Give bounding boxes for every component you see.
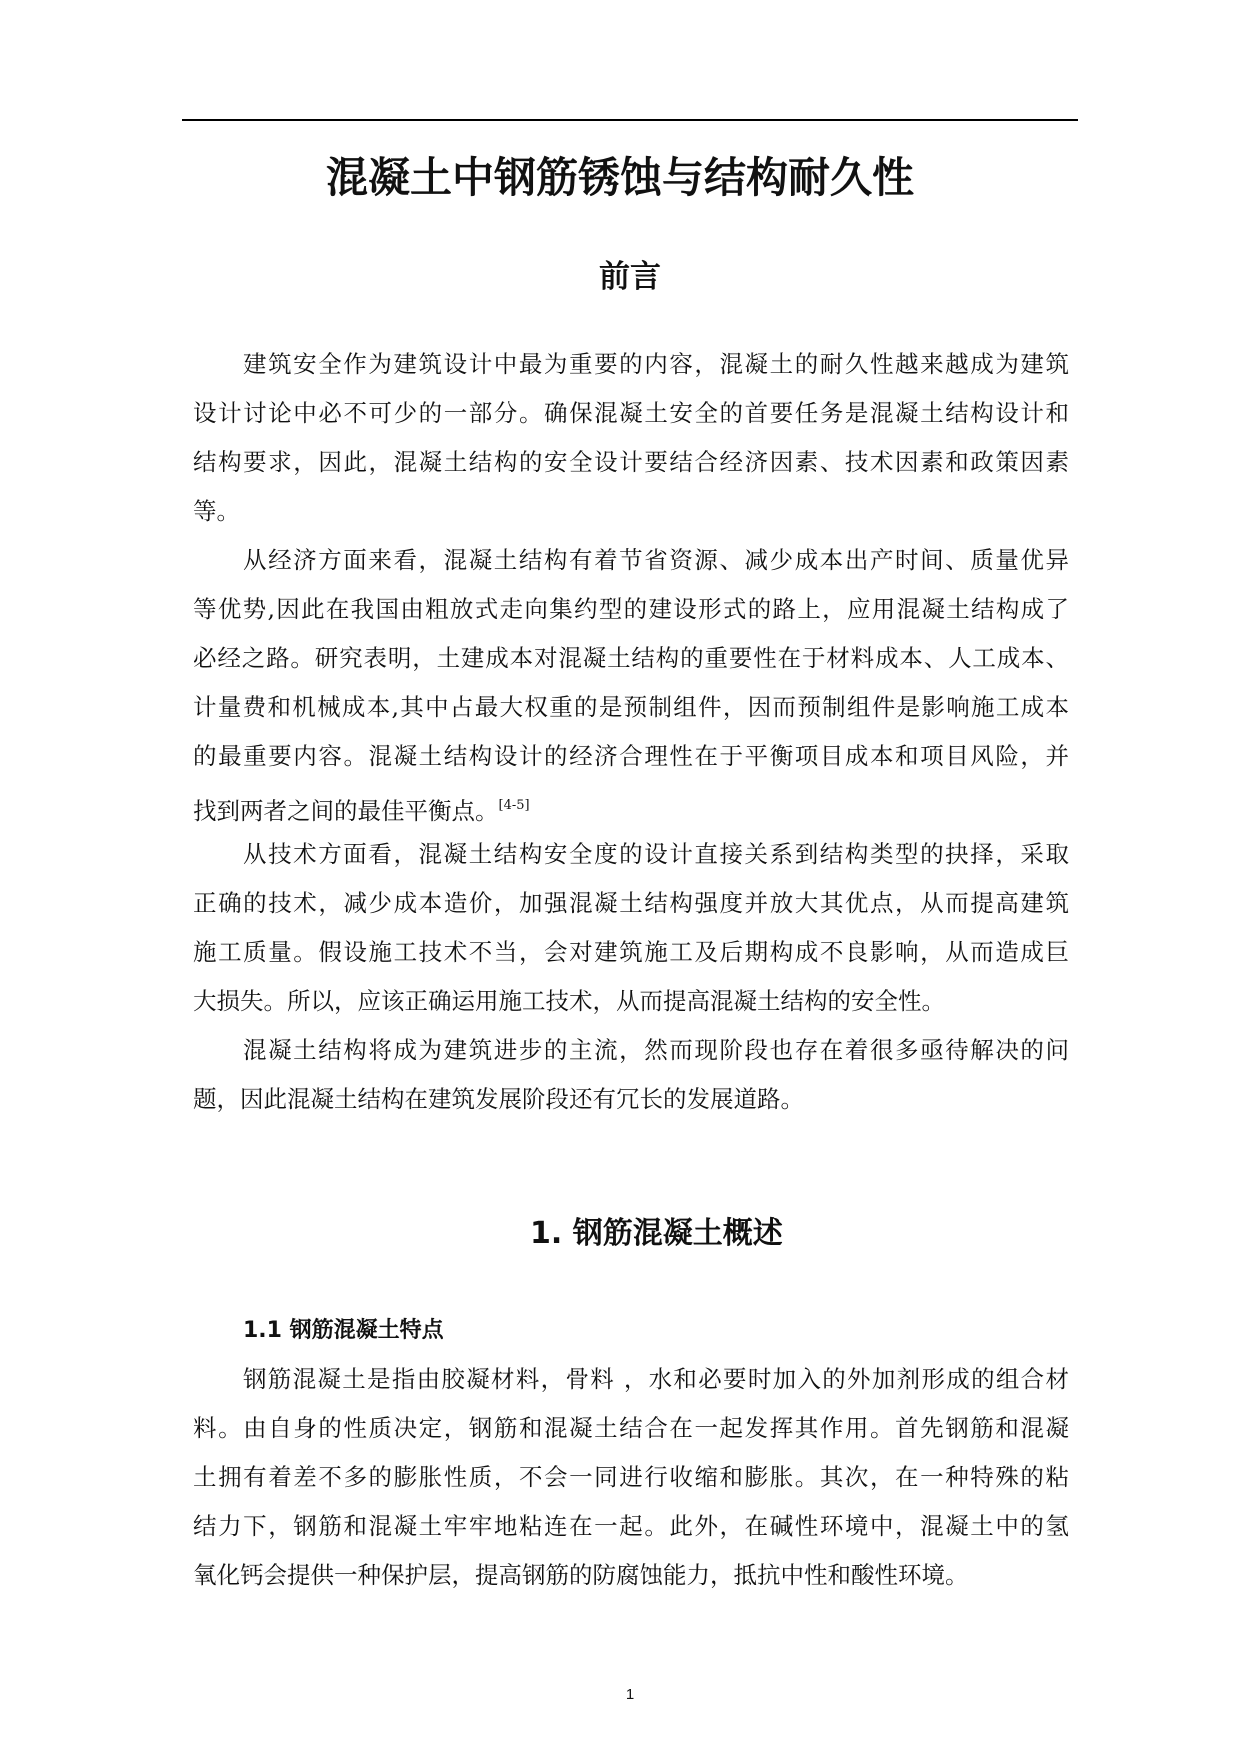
preface-paragraph-2	[193, 536, 1069, 830]
preface-heading: 前言	[599, 259, 661, 295]
text-line: 设计讨论中必不可少的一部分。确保混凝土安全的首要任务是混凝土结构设计和	[193, 399, 1069, 427]
text-line: 氧化钙会提供一种保护层，提高钢筋的防腐蚀能力，抵抗中性和酸性环境。	[193, 1561, 969, 1589]
text-line: 正确的技术，减少成本造价，加强混凝土结构强度并放大其优点，从而提高建筑	[193, 889, 1069, 917]
text-line: 钢筋混凝土是指由胶凝材料，骨料 ，水和必要时加入的外加剂形成的组合材	[243, 1365, 1069, 1393]
subsection-heading: 1.1 钢筋混凝土特点	[243, 1318, 444, 1343]
text-line: 必经之路。研究表明，土建成本对混凝土结构的重要性在于材料成本、人工成本、	[193, 644, 1069, 672]
text-line: 题，因此混凝土结构在建筑发展阶段还有冗长的发展道路。	[193, 1085, 804, 1113]
text-line: 从经济方面来看，混凝土结构有着节省资源、减少成本出产时间、质量优异	[243, 546, 1069, 574]
text-line	[193, 781, 1069, 830]
preface-paragraph-3	[193, 830, 1069, 1026]
text-line: 大损失。所以，应该正确运用施工技术，从而提高混凝土结构的安全性。	[193, 987, 945, 1015]
text-line: 混凝土结构将成为建筑进步的主流，然而现阶段也存在着很多亟待解决的问	[243, 1036, 1069, 1064]
section-heading: 1. 钢筋混凝土概述	[530, 1216, 783, 1251]
header-rule	[182, 119, 1078, 121]
text-line: 结力下，钢筋和混凝土牢牢地粘连在一起。此外，在碱性环境中，混凝土中的氢	[193, 1512, 1069, 1540]
preface-paragraph-1	[193, 340, 1069, 536]
text-line: 等。	[193, 497, 240, 525]
preface-paragraph-4	[193, 1026, 1069, 1124]
text-line: 施工质量。假设施工技术不当，会对建筑施工及后期构成不良影响，从而造成巨	[193, 938, 1069, 966]
citation: [4-5]	[498, 798, 530, 813]
text-line-content: 找到两者之间的最佳平衡点。	[193, 797, 499, 825]
text-line: 土拥有着差不多的膨胀性质，不会一同进行收缩和膨胀。其次，在一种特殊的粘	[193, 1463, 1069, 1491]
text-line: 计量费和机械成本,其中占最大权重的是预制组件，因而预制组件是影响施工成本	[193, 693, 1069, 721]
page-number: 1	[625, 1686, 635, 1703]
document-title: 混凝土中钢筋锈蚀与结构耐久性	[325, 153, 914, 202]
text-line: 等优势,因此在我国由粗放式走向集约型的建设形式的路上，应用混凝土结构成了	[193, 595, 1069, 623]
section-1-1-paragraph	[193, 1355, 1069, 1600]
text-line: 结构要求，因此，混凝土结构的安全设计要结合经济因素、技术因素和政策因素	[193, 448, 1069, 476]
text-line: 的最重要内容。混凝土结构设计的经济合理性在于平衡项目成本和项目风险，并	[193, 742, 1069, 770]
text-line: 从技术方面看，混凝土结构安全度的设计直接关系到结构类型的抉择，采取	[243, 840, 1069, 868]
text-line: 料。由自身的性质决定，钢筋和混凝土结合在一起发挥其作用。首先钢筋和混凝	[193, 1414, 1069, 1442]
text-line: 建筑安全作为建筑设计中最为重要的内容，混凝土的耐久性越来越成为建筑	[243, 350, 1069, 378]
